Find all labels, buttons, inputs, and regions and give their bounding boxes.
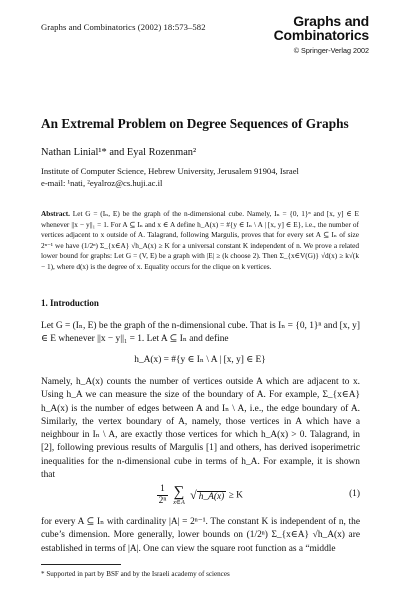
journal-citation: Graphs and Combinatorics (2002) 18:573–582 bbox=[41, 22, 206, 32]
equation-1-fraction bbox=[157, 484, 168, 507]
equation-1-sum bbox=[173, 485, 185, 506]
intro-paragraph-1: Let G = (Iₙ, E) be the graph of the n-dimensional cube. That is Iₙ = {0, 1}ⁿ and [x, y] ∈ E whenever ||x − y||₁ = 1. Let A ⊆ Iₙ and define bbox=[41, 321, 360, 345]
footnote: * Supported in part by BSF and by the Israeli academy of sciences bbox=[41, 570, 230, 578]
copyright-notice: © Springer-Verlag 2002 bbox=[293, 46, 369, 55]
equation-1-denominator: 2ⁿ bbox=[158, 496, 167, 506]
equation-1-numerator: 1 bbox=[157, 484, 168, 496]
journal-logo-title bbox=[274, 14, 369, 42]
article-title: An Extremal Problem on Degree Sequences of Graphs bbox=[41, 116, 349, 131]
abstract-text: Let G = (Iₙ, E) be the graph of the n-dimensional cube. Namely, Iₙ = {0, 1}ⁿ and [x, y] ∈ E whenever ||x − y||₁ = 1. For A ⊆ Iₙ and x ∈ A define h_A(x) = #{y ∈ Iₙ \ A | [x, y] ∈ E}, i.e., the number of vertices adjacent to x outside of A. Talagrand, following Margulis, proves that for every set A ⊆ Iₙ of size 2ⁿ⁻¹ we have (1/2ⁿ) Σ_{x∈A} √h_A(x) ≥ K for a universal constant K independent of n. We prove a related lower bound for graphs: Let G = (V, E) be a graph with |E| ≥ (k choose 2). Then Σ_{x∈V(G)} √d(x) ≥ k√(k − 1), where d(x) is the degree of x. Equality occurs for the clique on k vertices. bbox=[41, 209, 359, 271]
equation-1 bbox=[0, 484, 400, 507]
equation-1-radicand: h_A(x) bbox=[198, 492, 225, 502]
equation-1-sum-index: x∈A bbox=[173, 499, 185, 506]
equation-1-rhs: ≥ K bbox=[228, 490, 243, 501]
radical-symbol: √ bbox=[190, 488, 197, 502]
intro-paragraph-3: for every A ⊆ Iₙ with cardinality |A| = 2ⁿ⁻¹. The constant K is independent of n, the cube’s dimension. More generally, lower bounds on (1/2ⁿ) Σ_{x∈A} √h_A(x) are established in terms of |A|. One can view the square root function as a “middle bbox=[41, 517, 360, 554]
abstract bbox=[41, 209, 359, 273]
journal-title-line-1: Graphs and bbox=[293, 13, 369, 29]
journal-title-line-2: Combinatorics bbox=[273, 27, 369, 43]
author-affiliation: Institute of Computer Science, Hebrew University, Jerusalem 91904, Israel bbox=[41, 166, 299, 176]
equation-h-definition: h_A(x) = #{y ∈ Iₙ \ A | [x, y] ∈ E} bbox=[134, 355, 266, 365]
sigma-symbol: ∑ bbox=[173, 484, 185, 500]
article-authors: Nathan Linial¹* and Eyal Rozenman² bbox=[41, 147, 197, 158]
intro-paragraph-2: Namely, h_A(x) counts the number of vertices outside A which are adjacent to x. Using h_A we can measure the size of the boundary of A. For example, Σ_{x∈A} h_A(x) is the number of edges between A and Iₙ \ A, i.e., the edge boundary of A. Similarly, the vertex boundary of A, namely, those vertices in A which have a neighbour in Iₙ \ A, are exactly those vertices for which h_A(x) > 0. Talagrand, in [2], following previous results of Margulis [1] and others, has derived isoperimetric inequalities for the n-dimensional cube in terms of h_A. For example, it is shown that bbox=[41, 377, 360, 481]
footnote-rule bbox=[41, 564, 121, 565]
abstract-label: Abstract. bbox=[41, 209, 70, 218]
equation-1-sqrt bbox=[190, 488, 226, 503]
equation-1-number: (1) bbox=[349, 489, 360, 499]
section-heading: 1. Introduction bbox=[41, 298, 99, 308]
author-email: e-mail: ¹nati, ²eyalroz@cs.huji.ac.il bbox=[41, 178, 163, 188]
